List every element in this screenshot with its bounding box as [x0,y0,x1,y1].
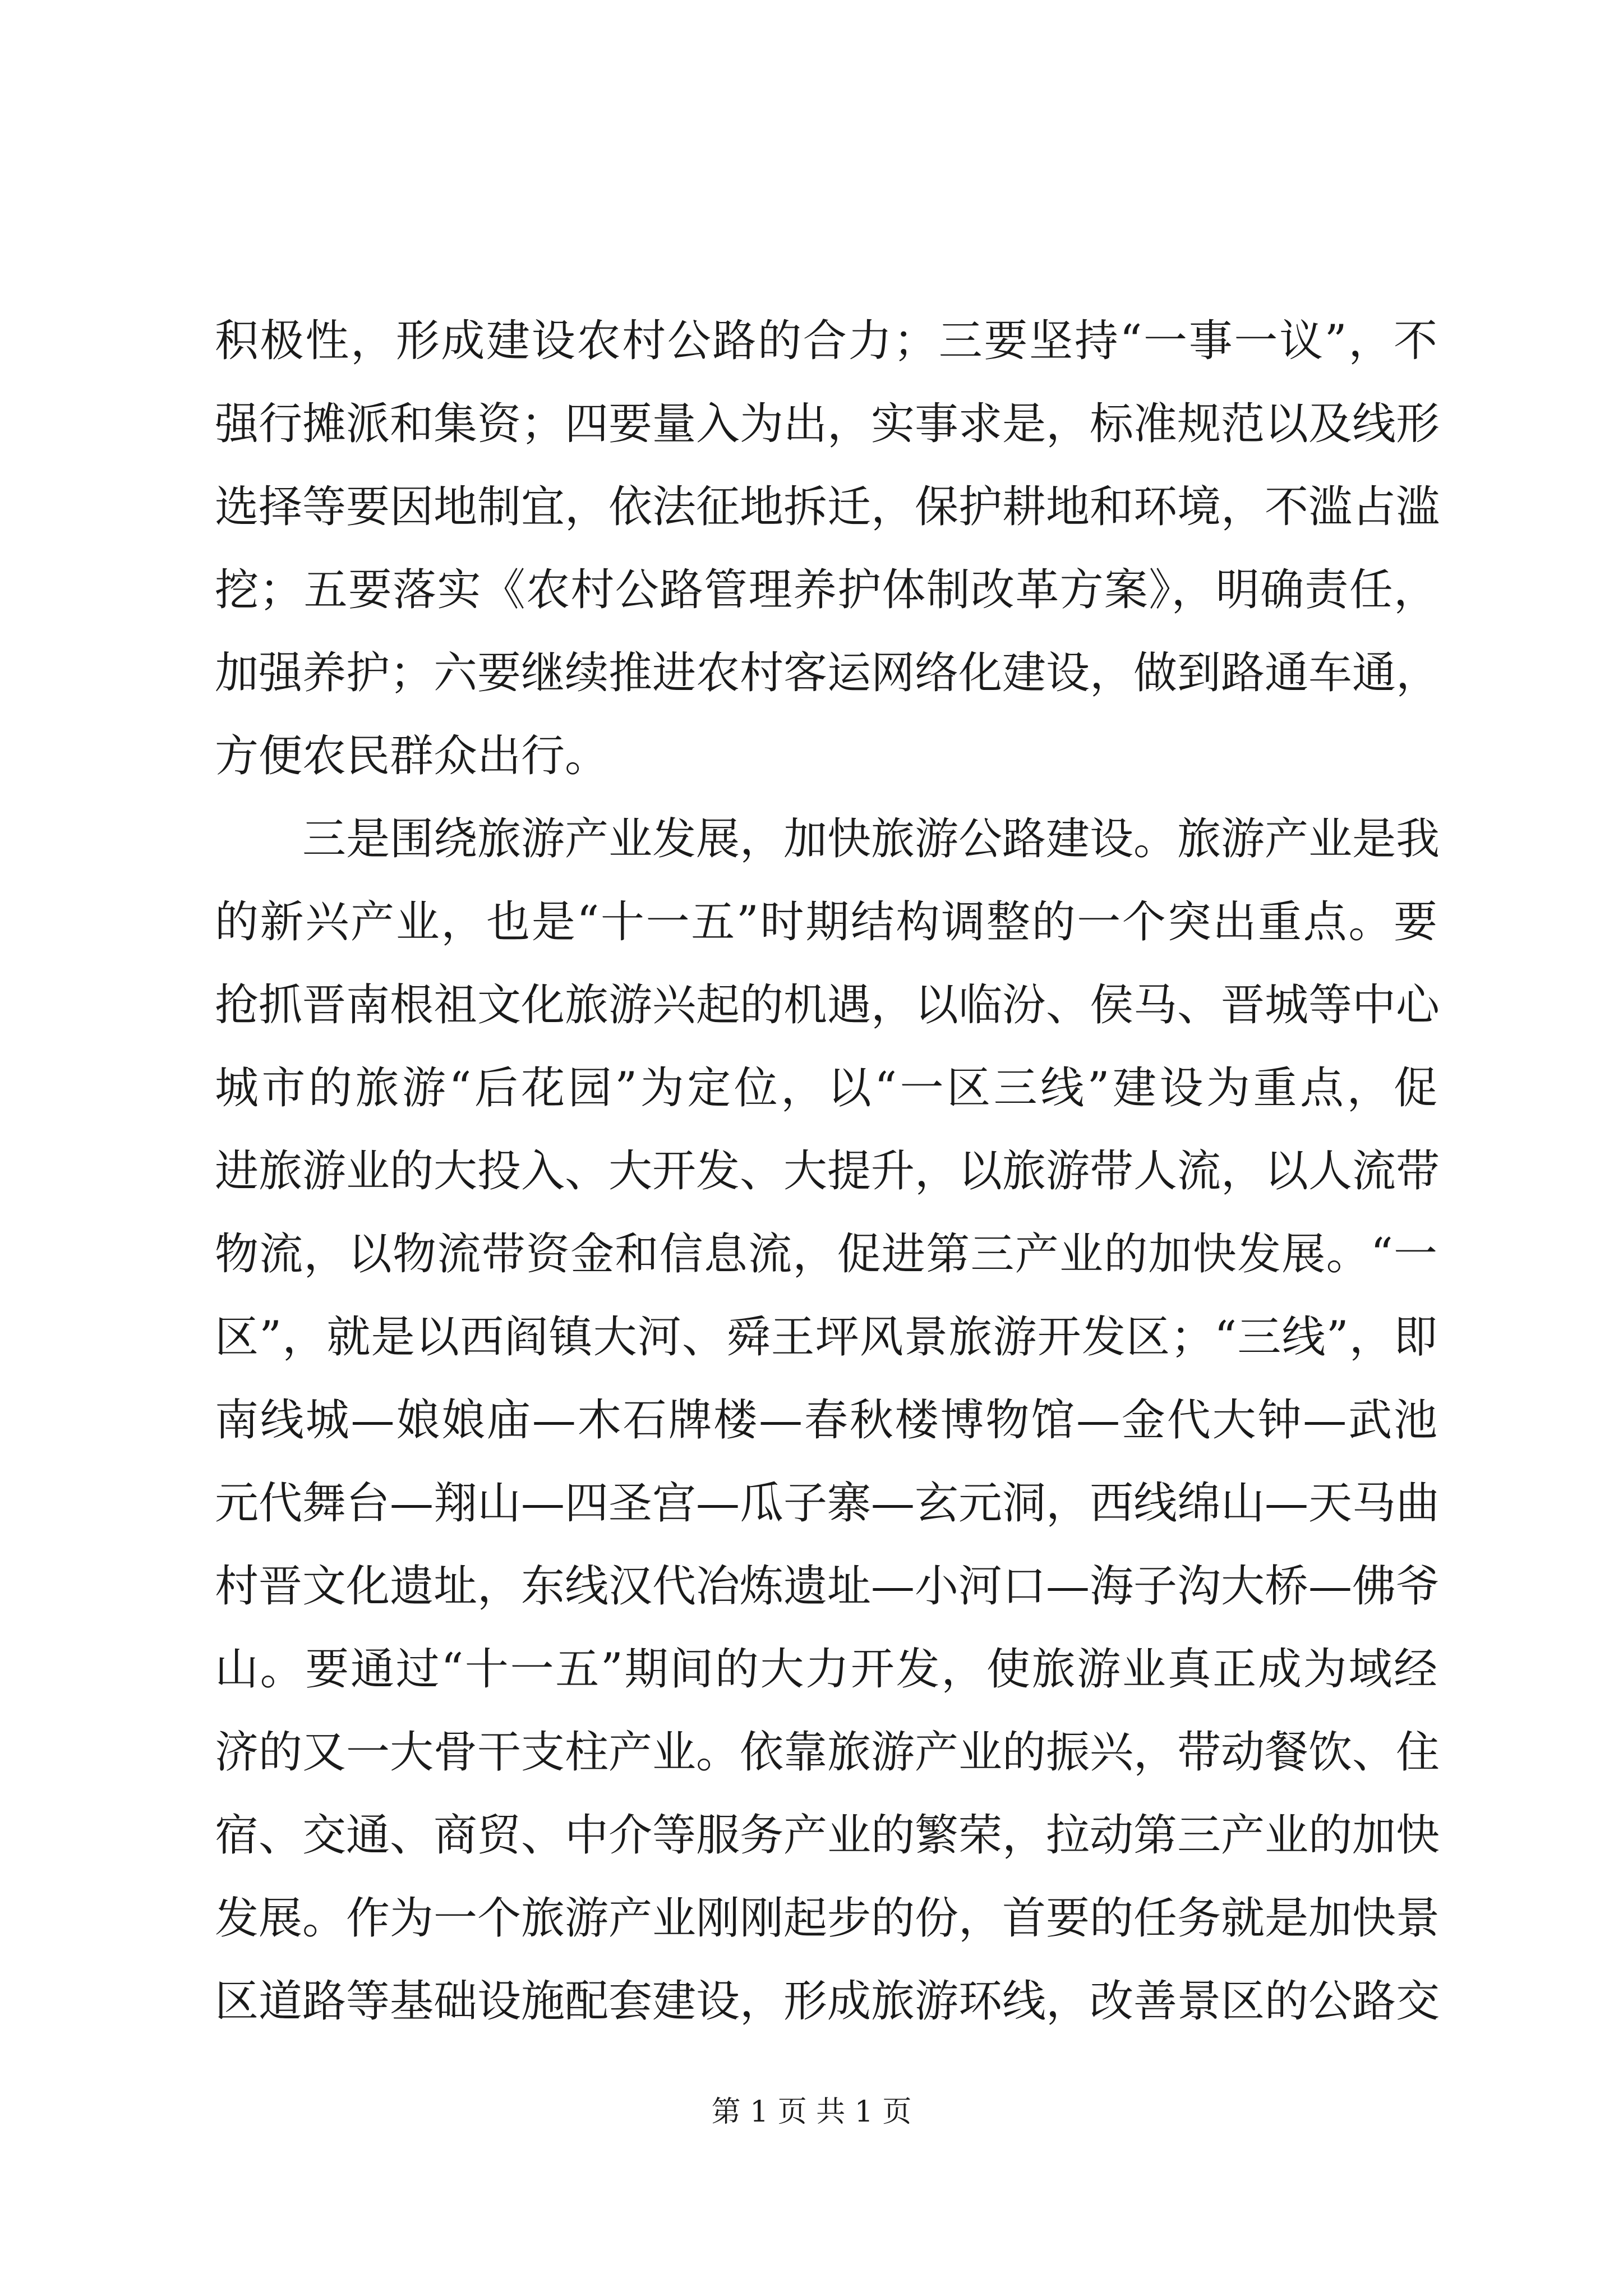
text-line: 进旅游业的大投入、大开发、大提升，以旅游带人流，以人流带 [215,1146,1440,1197]
text-line: 元代舞台—翔山—四圣宫—瓜子寨—玄元洞，西线绵山—天马曲 [215,1478,1440,1529]
body-text [215,300,1440,2043]
text-line: 村晋文化遗址，东线汉代冶炼遗址—小河口—海子沟大桥—佛爷 [215,1561,1440,1612]
text-line: 物流，以物流带资金和信息流，促进第三产业的加快发展。“一 [215,1229,1437,1280]
text-line: 区”，就是以西阎镇大河、舜王坪风景旅游开发区；“三线”，即 [215,1312,1437,1363]
text-line: 山。要通过“十一五”期间的大力开发，使旅游业真正成为域经 [215,1644,1437,1695]
text-line: 积极性，形成建设农村公路的合力；三要坚持“一事一议”，不 [215,316,1437,366]
text-line: 城市的旅游“后花园”为定位，以“一区三线”建设为重点，促 [215,1063,1437,1114]
text-line: 强行摊派和集资；四要量入为出，实事求是，标准规范以及线形 [215,399,1440,449]
text-line: 宿、交通、商贸、中介等服务产业的繁荣，拉动第三产业的加快 [215,1810,1440,1861]
text-line: 发展。作为一个旅游产业刚刚起步的份，首要的任务就是加快景 [215,1893,1440,1944]
text-line: 选择等要因地制宜，依法征地拆迁，保护耕地和环境，不滥占滥 [215,482,1440,532]
text-line: 方便农民群众出行。 [215,731,609,781]
text-line: 区道路等基础设施配套建设，形成旅游环线，改善景区的公路交 [215,1976,1440,2027]
page-footer: 第 1 页 共 1 页 [711,2095,912,2129]
text-line: 济的又一大骨干支柱产业。依靠旅游产业的振兴，带动餐饮、住 [215,1727,1440,1778]
text-line: 南线城—娘娘庙—木石牌楼—春秋楼博物馆—金代大钟—武池 [215,1395,1437,1446]
text-line: 挖；五要落实《农村公路管理养护体制改革方案》，明确责任， [215,565,1437,615]
text-line: 的新兴产业，也是“十一五”时期结构调整的一个突出重点。要 [215,897,1437,947]
text-line: 加强养护；六要继续推进农村客运网络化建设，做到路通车通， [215,648,1440,698]
text-line: 抢抓晋南根祖文化旅游兴起的机遇，以临汾、侯马、晋城等中心 [215,980,1440,1030]
text-line: 三是围绕旅游产业发展，加快旅游公路建设。旅游产业是我 [215,814,1440,864]
